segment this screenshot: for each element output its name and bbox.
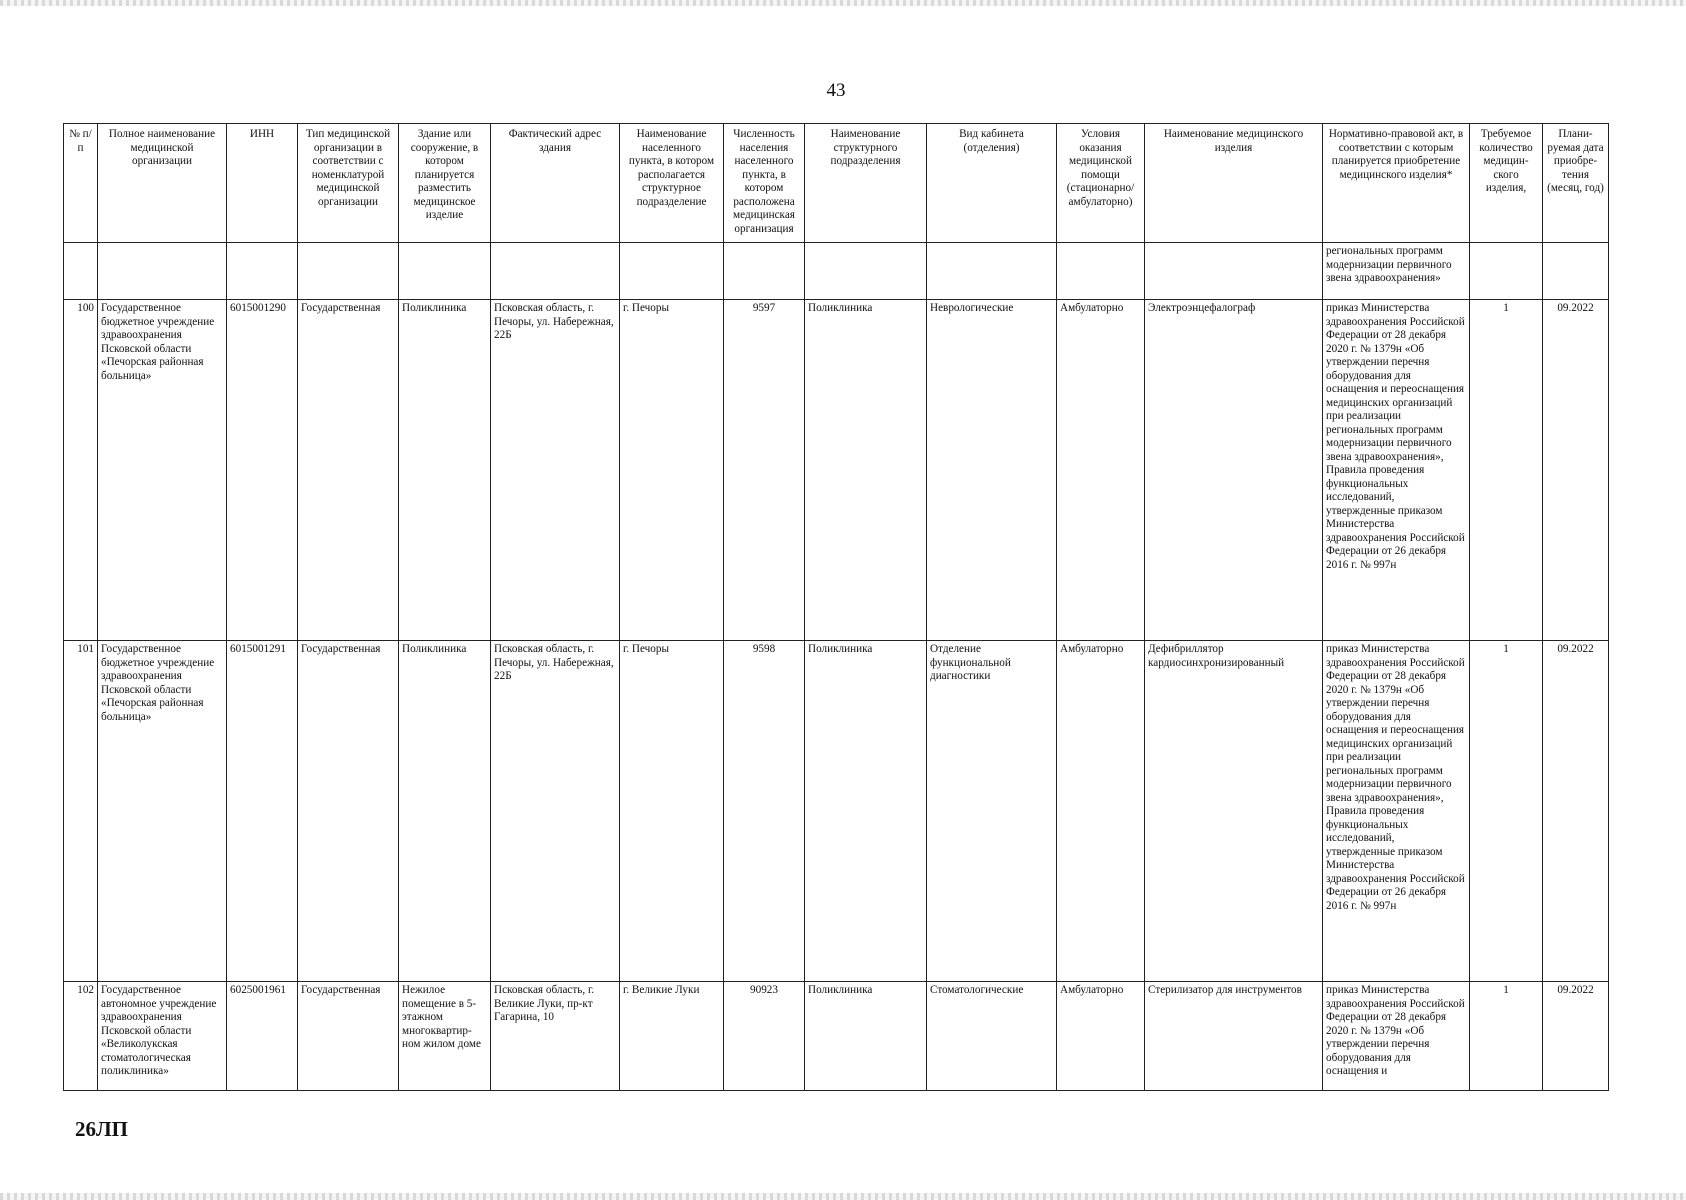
header-cell: Плани-руемая дата приобре-тения (месяц, год) — [1543, 124, 1609, 243]
organization-name: Государственное автономное учреждение здравоохранения Псковской области «Великолукская стоматологическая поликлиника» — [98, 982, 227, 1091]
organization-type: Государственная — [298, 300, 399, 641]
table-cell — [620, 243, 724, 300]
inn-cell: 6015001290 — [227, 300, 298, 641]
table-cell — [1057, 243, 1145, 300]
conditions-cell: Амбулаторно — [1057, 641, 1145, 982]
organization-type: Государственная — [298, 641, 399, 982]
table-row — [64, 300, 1609, 641]
table-cell — [64, 243, 98, 300]
organization-name: Государственное бюджетное учреждение здравоохранения Псковской области «Печорская районная больница» — [98, 641, 227, 982]
device-cell: Дефибриллятор кардиосинхронизированный — [1145, 641, 1323, 982]
device-cell: Стерилизатор для инструментов — [1145, 982, 1323, 1091]
population-cell: 9597 — [724, 300, 805, 641]
table-cell — [491, 243, 620, 300]
table-cell — [927, 243, 1057, 300]
header-cell: Нормативно-правовой акт, в соответствии с которым планируется приобретение медицинского изделия* — [1323, 124, 1470, 243]
scan-edge-bottom — [0, 1193, 1686, 1200]
unit-cell: Поликлиника — [805, 300, 927, 641]
row-number: 101 — [64, 641, 98, 982]
legal-act-cell: приказ Министерства здравоохранения Российской Федерации от 28 декабря 2020 г. № 1379н «Об утверждении перечня оборудования для оснащения и переоснащения медицинских организаций при реализации региональных программ модернизации первичного звена здравоохранения», Правила проведения функциональных исследований, утвержденные приказом Министерства здравоохранения Российской Федерации от 26 декабря 2016 г. № 997н — [1323, 300, 1470, 641]
header-cell: Требуемое количество медицин-ского изделия, — [1470, 124, 1543, 243]
table-cell — [399, 243, 491, 300]
cabinet-cell: Неврологические — [927, 300, 1057, 641]
header-cell: Наименование структурного подразделения — [805, 124, 927, 243]
legal-act-cell: приказ Министерства здравоохранения Российской Федерации от 28 декабря 2020 г. № 1379н «Об утверждении перечня оборудования для оснащения и — [1323, 982, 1470, 1091]
date-cell: 09.2022 — [1543, 982, 1609, 1091]
header-cell: Наименование медицинского изделия — [1145, 124, 1323, 243]
header-cell: Вид кабинета (отделения) — [927, 124, 1057, 243]
address-cell: Псковская область, г. Печоры, ул. Набережная, 22Б — [491, 641, 620, 982]
table-cell — [805, 243, 927, 300]
address-cell: Псковская область, г. Печоры, ул. Набережная, 22Б — [491, 300, 620, 641]
table-cell — [298, 243, 399, 300]
row-number: 100 — [64, 300, 98, 641]
unit-cell: Поликлиника — [805, 641, 927, 982]
building-cell: Нежилое помещение в 5-этажном многоквартир-ном жилом доме — [399, 982, 491, 1091]
date-cell: 09.2022 — [1543, 641, 1609, 982]
conditions-cell: Амбулаторно — [1057, 300, 1145, 641]
table-cell — [1543, 243, 1609, 300]
medical-equipment-table — [63, 123, 1609, 1091]
header-cell: Численность населения населенного пункта, в котором расположена медицинская организация — [724, 124, 805, 243]
population-cell: 9598 — [724, 641, 805, 982]
organization-type: Государственная — [298, 982, 399, 1091]
table-row-continuation — [64, 243, 1609, 300]
inn-cell: 6015001291 — [227, 641, 298, 982]
header-cell: № п/п — [64, 124, 98, 243]
table-cell — [98, 243, 227, 300]
table-cell — [227, 243, 298, 300]
device-cell: Электроэнцефалограф — [1145, 300, 1323, 641]
header-cell: Фактический адрес здания — [491, 124, 620, 243]
table-cell — [724, 243, 805, 300]
document-code: 26ЛП — [75, 1117, 128, 1141]
cabinet-cell: Отделение функциональной диагностики — [927, 641, 1057, 982]
table-cell — [1470, 243, 1543, 300]
header-cell: Условия оказания медицинской помощи (стационарно/ амбулаторно) — [1057, 124, 1145, 243]
building-cell: Поликлиника — [399, 641, 491, 982]
continued-act-cell: региональных программ модернизации первичного звена здравоохранения» — [1323, 243, 1470, 300]
quantity-cell: 1 — [1470, 641, 1543, 982]
header-cell: Тип медицинской организации в соответствии с номенклатурой медицинской организации — [298, 124, 399, 243]
cabinet-cell: Стоматологические — [927, 982, 1057, 1091]
locality-cell: г. Печоры — [620, 300, 724, 641]
scan-edge-top — [0, 0, 1686, 6]
inn-cell: 6025001961 — [227, 982, 298, 1091]
table-row — [64, 641, 1609, 982]
quantity-cell: 1 — [1470, 982, 1543, 1091]
unit-cell: Поликлиника — [805, 982, 927, 1091]
header-cell: Полное наименование медицинской организации — [98, 124, 227, 243]
building-cell: Поликлиника — [399, 300, 491, 641]
locality-cell: г. Великие Луки — [620, 982, 724, 1091]
table-cell — [1145, 243, 1323, 300]
locality-cell: г. Печоры — [620, 641, 724, 982]
page-number: 43 — [826, 80, 846, 101]
address-cell: Псковская область, г. Великие Луки, пр-кт Гагарина, 10 — [491, 982, 620, 1091]
population-cell: 90923 — [724, 982, 805, 1091]
table-header-row — [64, 124, 1609, 243]
table-row — [64, 982, 1609, 1091]
date-cell: 09.2022 — [1543, 300, 1609, 641]
conditions-cell: Амбулаторно — [1057, 982, 1145, 1091]
organization-name: Государственное бюджетное учреждение здравоохранения Псковской области «Печорская районная больница» — [98, 300, 227, 641]
header-cell: ИНН — [227, 124, 298, 243]
header-cell: Наименование населенного пункта, в котором располагается структурное подразделение — [620, 124, 724, 243]
row-number: 102 — [64, 982, 98, 1091]
quantity-cell: 1 — [1470, 300, 1543, 641]
legal-act-cell: приказ Министерства здравоохранения Российской Федерации от 28 декабря 2020 г. № 1379н «Об утверждении перечня оборудования для оснащения и переоснащения медицинских организаций при реализации региональных программ модернизации первичного звена здравоохранения», Правила проведения функциональных исследований, утвержденные приказом Министерства здравоохранения Российской Федерации от 26 декабря 2016 г. № 997н — [1323, 641, 1470, 982]
header-cell: Здание или сооружение, в котором планируется разместить медицинское изделие — [399, 124, 491, 243]
